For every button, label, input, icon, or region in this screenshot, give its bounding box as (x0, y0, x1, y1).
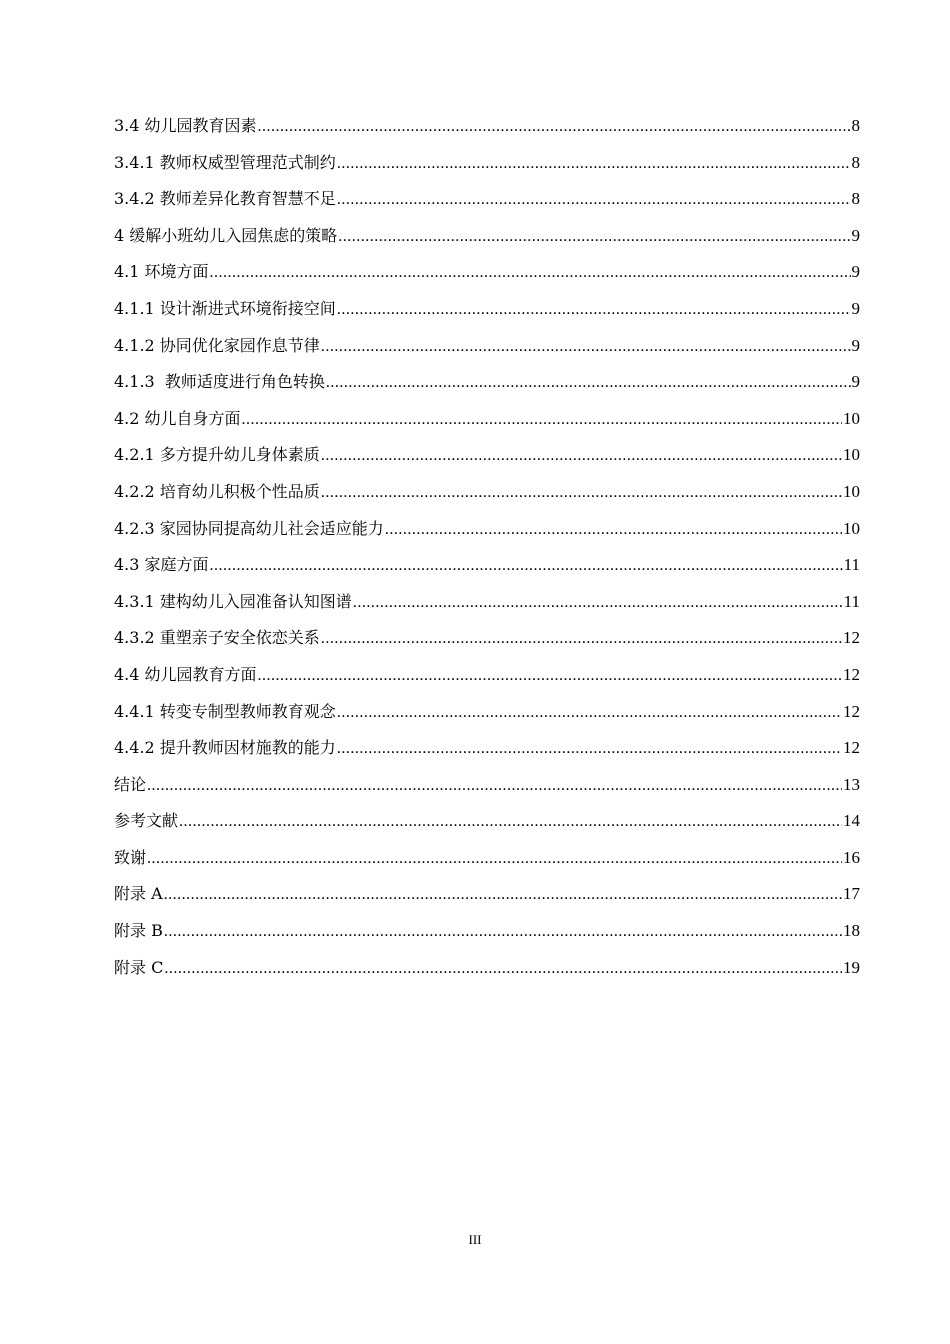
dot-leader (164, 914, 842, 951)
toc-entry-title: 4.1.1 设计渐进式环境衔接空间 (114, 298, 336, 318)
dot-leader (258, 109, 851, 146)
toc-entry[interactable] (114, 620, 860, 657)
dot-leader (337, 292, 851, 329)
page-number: III (468, 1232, 482, 1247)
toc-entry[interactable] (114, 767, 860, 804)
table-of-contents (114, 108, 860, 986)
dot-leader (210, 255, 851, 292)
toc-entry[interactable] (114, 181, 860, 218)
toc-entry[interactable] (114, 803, 860, 840)
toc-entry-page: 11 (843, 555, 860, 575)
toc-entry[interactable] (114, 876, 860, 913)
toc-entry-title: 4.1 环境方面 (114, 262, 209, 282)
dot-leader (326, 365, 851, 402)
dot-leader (258, 658, 842, 695)
toc-entry[interactable] (114, 218, 860, 255)
toc-entry-page: 12 (843, 738, 860, 758)
toc-entry-title: 4.2 幼儿自身方面 (114, 408, 241, 428)
dot-leader (164, 877, 842, 914)
dot-leader (321, 475, 842, 512)
toc-entry-title: 3.4 幼儿园教育因素 (114, 116, 257, 135)
toc-entry-page: 10 (843, 445, 860, 465)
toc-entry-title: 参考文献 (114, 811, 179, 831)
toc-entry-title: 4.3 家庭方面 (114, 555, 209, 575)
toc-entry[interactable] (114, 437, 860, 474)
dot-leader (147, 841, 842, 878)
toc-entry[interactable] (114, 584, 860, 621)
toc-entry-title: 致谢 (114, 847, 147, 867)
dot-leader (337, 731, 842, 768)
toc-entry[interactable] (114, 840, 860, 877)
toc-entry[interactable] (114, 950, 860, 987)
toc-entry[interactable] (114, 364, 860, 401)
toc-entry-title: 4.1.3 教师适度进行角色转换 (114, 372, 325, 392)
toc-entry-title: 4 缓解小班幼儿入园焦虑的策略 (114, 225, 338, 245)
toc-entry[interactable] (114, 730, 860, 767)
toc-entry-page: 10 (843, 518, 860, 538)
dot-leader (210, 548, 843, 585)
toc-entry[interactable] (114, 145, 860, 182)
toc-entry-page: 8 (851, 116, 860, 135)
toc-entry[interactable] (114, 401, 860, 438)
toc-entry[interactable] (114, 474, 860, 511)
toc-entry-title: 4.4.1 转变专制型教师教育观念 (114, 701, 336, 721)
toc-entry[interactable] (114, 657, 860, 694)
toc-entry-page: 12 (843, 628, 860, 648)
toc-entry-page: 17 (843, 884, 860, 904)
dot-leader (385, 512, 842, 549)
dot-leader (337, 182, 851, 219)
toc-entry-title: 4.2.2 培育幼儿积极个性品质 (114, 481, 320, 501)
toc-entry-title: 附录 B (114, 921, 163, 941)
toc-entry-title: 4.2.3 家园协同提高幼儿社会适应能力 (114, 518, 384, 538)
dot-leader (338, 219, 850, 256)
toc-entry-page: 8 (851, 152, 860, 172)
toc-entry-page: 9 (851, 335, 860, 355)
toc-entry-title: 附录 C (114, 957, 164, 977)
toc-entry-title: 3.4.1 教师权威型管理范式制约 (114, 152, 336, 172)
dot-leader (353, 585, 843, 622)
toc-entry-page: 8 (851, 189, 860, 209)
toc-entry[interactable] (114, 254, 860, 291)
dot-leader (147, 768, 842, 805)
toc-entry[interactable] (114, 328, 860, 365)
toc-entry-page: 12 (843, 664, 860, 684)
dot-leader (337, 695, 842, 732)
toc-entry-page: 14 (843, 811, 860, 831)
toc-entry-title: 4.2.1 多方提升幼儿身体素质 (114, 445, 320, 465)
toc-entry[interactable] (114, 547, 860, 584)
dot-leader (337, 146, 851, 183)
toc-entry-page: 9 (851, 225, 860, 245)
toc-entry[interactable] (114, 913, 860, 950)
toc-entry-page: 10 (843, 408, 860, 428)
dot-leader (179, 804, 842, 841)
toc-entry-title: 4.4.2 提升教师因材施教的能力 (114, 738, 336, 758)
toc-entry-page: 19 (843, 957, 860, 977)
toc-entry-title: 4.3.1 建构幼儿入园准备认知图谱 (114, 591, 352, 611)
toc-entry-page: 9 (851, 262, 860, 282)
toc-entry[interactable] (114, 291, 860, 328)
toc-entry-title: 4.1.2 协同优化家园作息节律 (114, 335, 320, 355)
dot-leader (321, 329, 851, 366)
toc-entry-page: 9 (851, 372, 860, 392)
dot-leader (242, 402, 842, 439)
toc-entry-page: 9 (851, 298, 860, 318)
toc-entry-page: 11 (843, 591, 860, 611)
toc-entry-page: 12 (843, 701, 860, 721)
toc-entry-title: 4.3.2 重塑亲子安全依恋关系 (114, 628, 320, 648)
toc-entry[interactable] (114, 511, 860, 548)
toc-entry-title: 附录 A (114, 884, 163, 904)
toc-entry-page: 10 (843, 481, 860, 501)
dot-leader (321, 621, 842, 658)
toc-entry-title: 4.4 幼儿园教育方面 (114, 664, 257, 684)
toc-entry-title: 结论 (114, 774, 147, 794)
toc-entry[interactable] (114, 694, 860, 731)
toc-entry-page: 18 (843, 921, 860, 941)
dot-leader (164, 951, 842, 988)
toc-entry[interactable] (114, 108, 860, 145)
toc-entry-page: 16 (843, 847, 860, 867)
toc-entry-page: 13 (843, 774, 860, 794)
toc-entry-title: 3.4.2 教师差异化教育智慧不足 (114, 189, 336, 209)
dot-leader (321, 438, 842, 475)
